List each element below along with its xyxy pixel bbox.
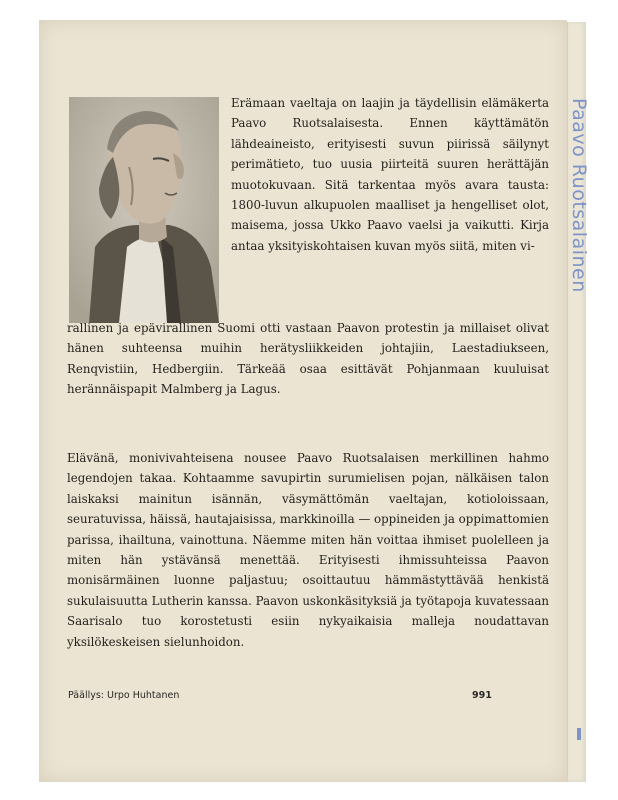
description-paragraph-2: rallinen ja epävirallinen Suomi otti vastaan Paavon protestin ja millaiset olivat hänen suhteensa muihin herätysliikkeiden johtajiin, Laestadiukseen, Renqvistiin, Hedbergiin. Tärkeää osaa esittävät Pohjanmaan kuuluisat herännäispapit Malmberg ja Lagus.	[67, 321, 549, 397]
spine-mark	[577, 728, 581, 740]
portrait-drawing	[69, 97, 219, 323]
spine-title: Paavo Ruotsalainen	[568, 98, 590, 293]
author-portrait	[69, 97, 219, 323]
catalog-code: 991	[472, 690, 492, 701]
cover-credit: Päällys: Urpo Huhtanen	[68, 690, 180, 701]
description-paragraph-3: Elävänä, monivivahteisena nousee Paavo Ruotsalaisen merkillinen hahmo legendojen takaa. Kohtaamme savupirtin surumielisen pojan, nälkäisen talon laiskaksi mainitun isännän, väsymättömän vaeltajan, kotioloissaan, seuratuvissa, häissä, hautajaisissa, markkinoilla — oppineiden ja oppimattomien parissa, ihailtuna, vainottuna. Näemme miten hän voittaa ihmiset puolelleen ja miten hän ystävänsä menettää. Erityisesti ihmissuhteissa Paavon monisärmäinen luonne paljastuu; osoittautuu hämmästyttävää henkistä sukulaisuutta Lutherin kanssa. Paavon uskonkäsityksiä ja työtapoja kuvatessaan Saarisalo tuo korostetusti esiin nykyaikaisia malleja noudattavan yksilökeskeisen sielunhoidon.	[67, 451, 549, 649]
description-paragraph-1: Erämaan vaeltaja on laajin ja täydellisin elämäkerta Paavo Ruotsalaisesta. Ennen käyttämätön lähdeaineisto, erityisesti suvun piirissä säilynyt perimätieto, tuo uusia piirteitä suuren herättäjän muotokuvaan. Sitä tarkentaa myös avara tausta: 1800-luvun alkupuolen maalliset ja hengelliset olot, maisema, jossa Ukko Paavo vaelsi ja vaikutti. Kirja antaa yksityiskohtaisen kuvan myös siitä, miten vi-	[231, 96, 549, 253]
